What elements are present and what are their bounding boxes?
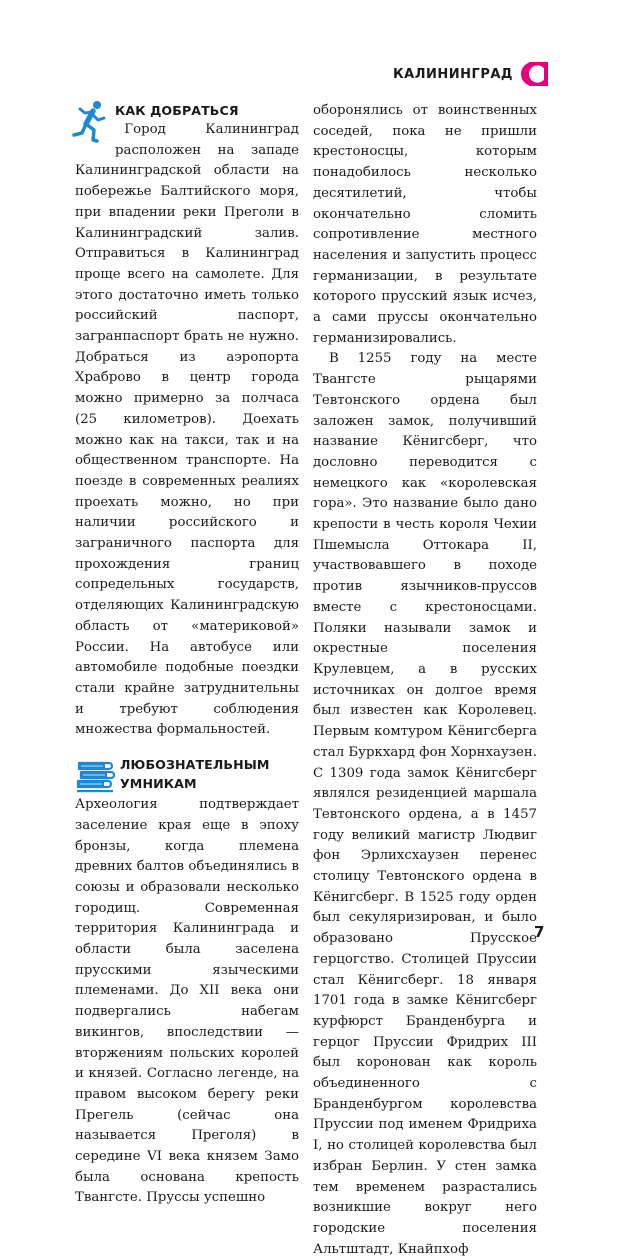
section-text-curious: Археология подтверждает заселение края еще в эпоху бронзы, когда племена древних балтов объединялись в союзы и образовали несколько городищ. Современная территория Калининграда и области была заселена прусскими языческими племенами. До XII века они подвергались набегам викингов, впоследствии — вторжениям польских королей и князей. Согласно легенде, на правом высоком берегу реки Прегель (сейчас она называется Преголя) в середине VI века князем Замо была основана крепость Твангсте. Пруссы успешно [75, 797, 299, 1206]
runner-icon-wrap [71, 100, 111, 152]
continued-paragraph: оборонялись от воинственных соседей, пока не пришли крестоносцы, которым понадобилось несколько десятилетий, чтобы окончательно сломить сопротивление местного населения и запустить процесс германизации, в результате которого прусский язык исчез, а сами пруссы окончательно германизировались. [313, 103, 537, 346]
section-how-to-get [75, 101, 299, 741]
section-title-curious: ЛЮБОЗНАТЕЛЬНЫМ УМНИКАМ [120, 757, 270, 792]
left-column [75, 101, 299, 1209]
history-paragraph: В 1255 году на месте Твангсте рыцарями Тевтонского ордена был заложен замок, получивший название Кёнигсберг, что дословно переводится с немецкого как «королевская гора». Это название было дано крепости в честь короля Чехии Пшемысла Оттокара II, участвовавшего в походе против язычников-пруссов вместе с крестоносцами. Поляки называли замок и окрестные поселения Крулевцем, а в русских источниках он долгое время был известен как Королевец. Первым комтуром Кёнигсберга стал Буркхард фон Хорнхаузен. С 1309 года замок Кёнигсберг являлся резиденцией маршала Тевтонского ордена, а в 1457 году великий магистр Людвиг фон Эрлихсхаузен перенес столицу Тевтонского ордена в Кёнигсберг. В 1525 году орден был секуляризирован, и было образовано Прусское герцогство. Столицей Пруссии стал Кёнигсберг. 18 января 1701 года в замке Кёнигсберг курфюрст Бранденбурга и герцог Пруссии Фридрих III был коронован как король объединенного с Бранденбургом королевства Пруссии под именем Фридриха I, но столицей королевства был избран Берлин. У стен замка тем временем разрастались возникшие вокруг него городские поселения Альтштадт, Кнайпхоф [313, 351, 537, 1257]
section-head-curious [75, 755, 299, 795]
section-text-how-to-get: Город Калининград расположен на западе Калининградской области на побережье Балтийского моря, при впадении реки Преголи в Калининградский залив. Отправиться в Калининград проще всего на самолете. Для этого достаточно иметь только российский паспорт, загранпаспорт брать не нужно. Добраться из аэропорта Храброво в центр города можно примерно за полчаса (25 километров). Доехать можно как на такси, так и на общественном транспорте. На поезде в современных реалиях проехать можно, но при наличии российского и заграничного паспорта для прохождения границ сопредельных государств, отделяющих Калининградскую область от «материковой» России. На автобусе или автомобиле подобные поездки стали крайне затруднительны и требуют соблюдения множества формальностей. [75, 122, 299, 738]
books-icon [75, 757, 115, 795]
section-title-how-to-get: КАК ДОБРАТЬСЯ [115, 103, 239, 118]
running-head [393, 62, 548, 86]
page-number: 7 [534, 923, 545, 941]
runner-icon [71, 100, 107, 144]
section-curious [75, 755, 299, 1209]
right-column [313, 101, 537, 1260]
crescent-tab-icon [521, 62, 548, 86]
running-title: КАЛИНИНГРАД [393, 66, 513, 82]
